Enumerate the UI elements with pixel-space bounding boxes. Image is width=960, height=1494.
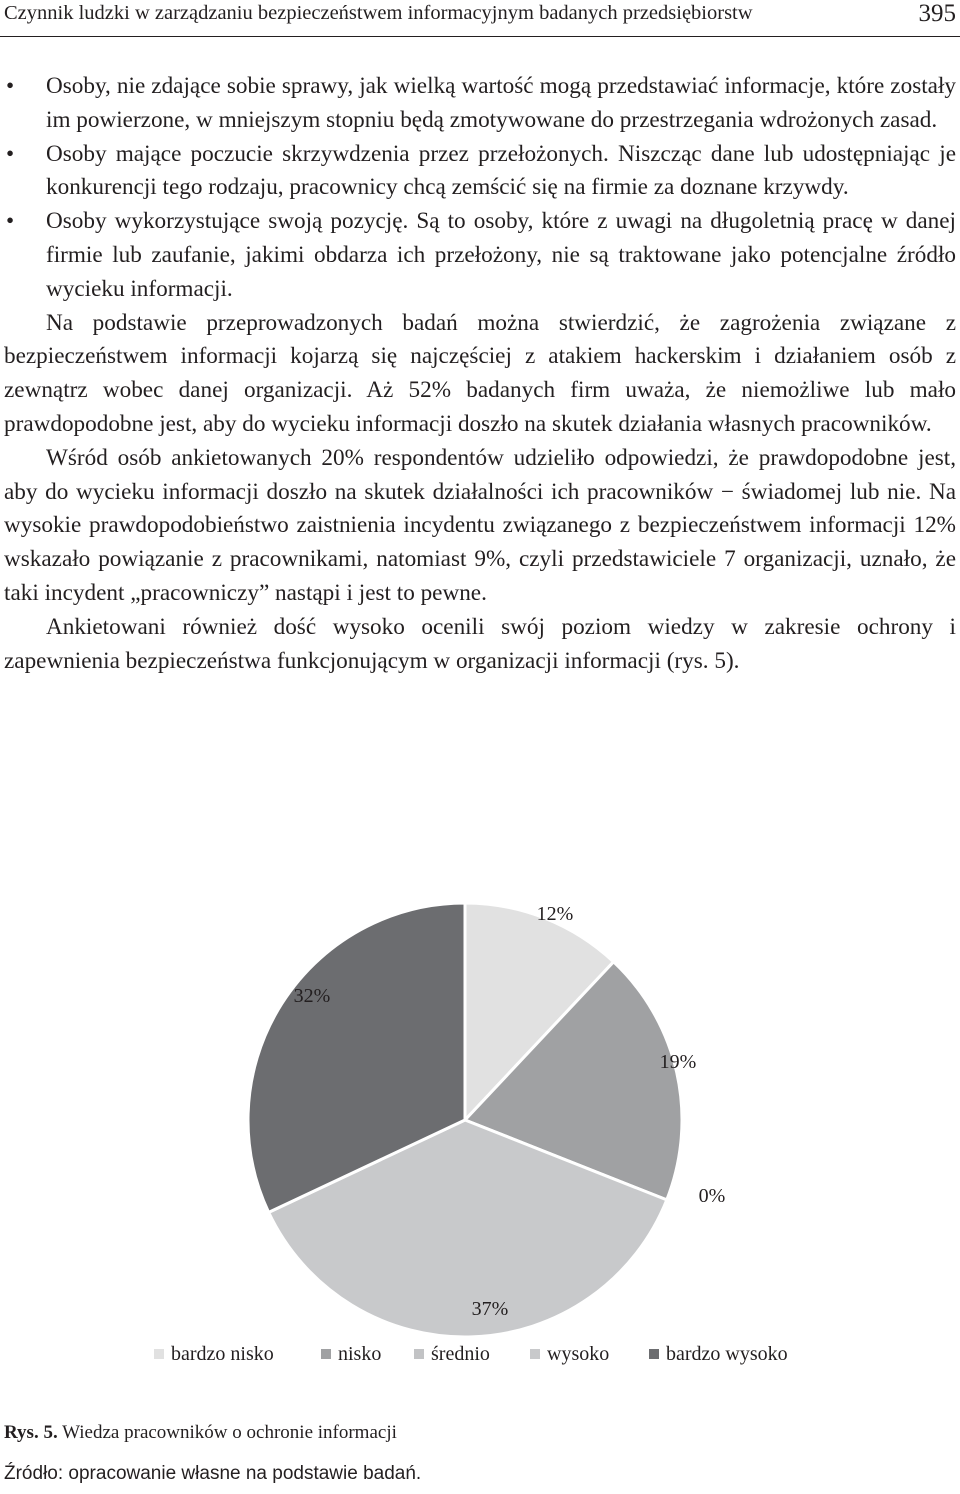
legend-swatch-nisko	[321, 1349, 331, 1359]
data-label-bardzo-nisko: 12%	[536, 903, 574, 925]
legend-swatch-srednio	[414, 1349, 424, 1359]
bullet-list	[4, 70, 956, 307]
paragraph: Ankietowani również dość wysoko ocenili swój poziom wiedzy w zakresie ochrony i zapewnienia bezpieczeństwa funkcjonującym w organizacji informacji (rys. 5).	[4, 613, 956, 674]
body-text	[4, 70, 956, 678]
figure-source: Źródło: opracowanie własne na podstawie badań.	[4, 1463, 422, 1484]
legend-swatch-wysoko	[530, 1349, 540, 1359]
figure-caption	[4, 1422, 397, 1444]
bullet-icon: •	[6, 73, 15, 99]
paragraph: Wśród osób ankietowanych 20% respondentów udzieliło odpowiedzi, że prawdopodobne jest, aby do wycieku informacji doszło na skutek działalności ich pracowników − świadomej lub nie. Na wysokie prawdopodobieństwo zaistnienia incydentu związanego z bezpieczeństwem informacji 12% wskazało powiązanie z pracownikami, natomiast 9%, czyli przedstawiciele 7 organizacji, uznało, że taki incydent „pracowniczy” nastąpi i jest to pewne.	[4, 444, 956, 606]
list-item-text: Osoby mające poczucie skrzywdzenia przez przełożonych. Niszcząc dane lub udostępniając je konkurencji tego rodzaju, pracownicy chcą zemścić się na firmie za doznane krzywdy.	[46, 140, 956, 201]
legend-label-bardzo-nisko: bardzo nisko	[171, 1343, 274, 1365]
list-item	[4, 138, 956, 206]
paragraph: Na podstawie przeprowadzonych badań można stwierdzić, że zagrożenia związane z bezpieczeństwem informacji kojarzą się najczęściej z atakiem hackerskim i działaniem osób z zewnątrz wobec danej organizacji. Aż 52% badanych firm uważa, że niemożliwe lub mało prawdopodobne jest, aby do wycieku informacji doszło na skutek działania własnych pracowników.	[4, 309, 956, 437]
pie-chart	[0, 860, 960, 1400]
data-label-nisko: 19%	[659, 1051, 697, 1073]
bullet-icon: •	[6, 208, 15, 235]
legend-label-srednio: średnio	[431, 1343, 490, 1365]
list-item-text: Osoby wykorzystujące swoją pozycję. Są to osoby, które z uwagi na długoletnią pracę w danej firmie lub zaufanie, jakimi obdarza ich przełożony, nie są traktowane jako potencjalne źródło wycieku informacji.	[46, 208, 956, 302]
legend-swatch-bardzo-nisko	[154, 1349, 164, 1359]
figure-label: Rys. 5.	[4, 1422, 58, 1443]
list-item	[4, 70, 956, 138]
legend-swatch-bardzo-wysoko	[649, 1349, 659, 1359]
data-label-srednio: 0%	[698, 1185, 726, 1207]
running-header	[0, 0, 960, 37]
legend-label-nisko: nisko	[338, 1343, 382, 1365]
figure-title: Wiedza pracowników o ochronie informacji	[57, 1422, 397, 1443]
data-label-bardzo-wysoko: 32%	[293, 985, 331, 1007]
page-number: 395	[918, 0, 956, 27]
legend-label-wysoko: wysoko	[547, 1343, 610, 1365]
list-item	[4, 205, 956, 306]
list-item-text: Osoby, nie zdające sobie sprawy, jak wielką wartość mogą przedstawiać informacje, które zostały im powierzone, w mniejszym stopniu będą zmotywowane do przestrzegania wdrożonych zasad.	[46, 73, 956, 133]
data-label-wysoko: 37%	[471, 1298, 509, 1320]
running-title: Czynnik ludzki w zarządzaniu bezpieczeństwem informacyjnym badanych przedsiębiorstw	[4, 2, 753, 24]
bullet-icon: •	[6, 140, 15, 167]
legend-label-bardzo-wysoko: bardzo wysoko	[666, 1343, 788, 1365]
